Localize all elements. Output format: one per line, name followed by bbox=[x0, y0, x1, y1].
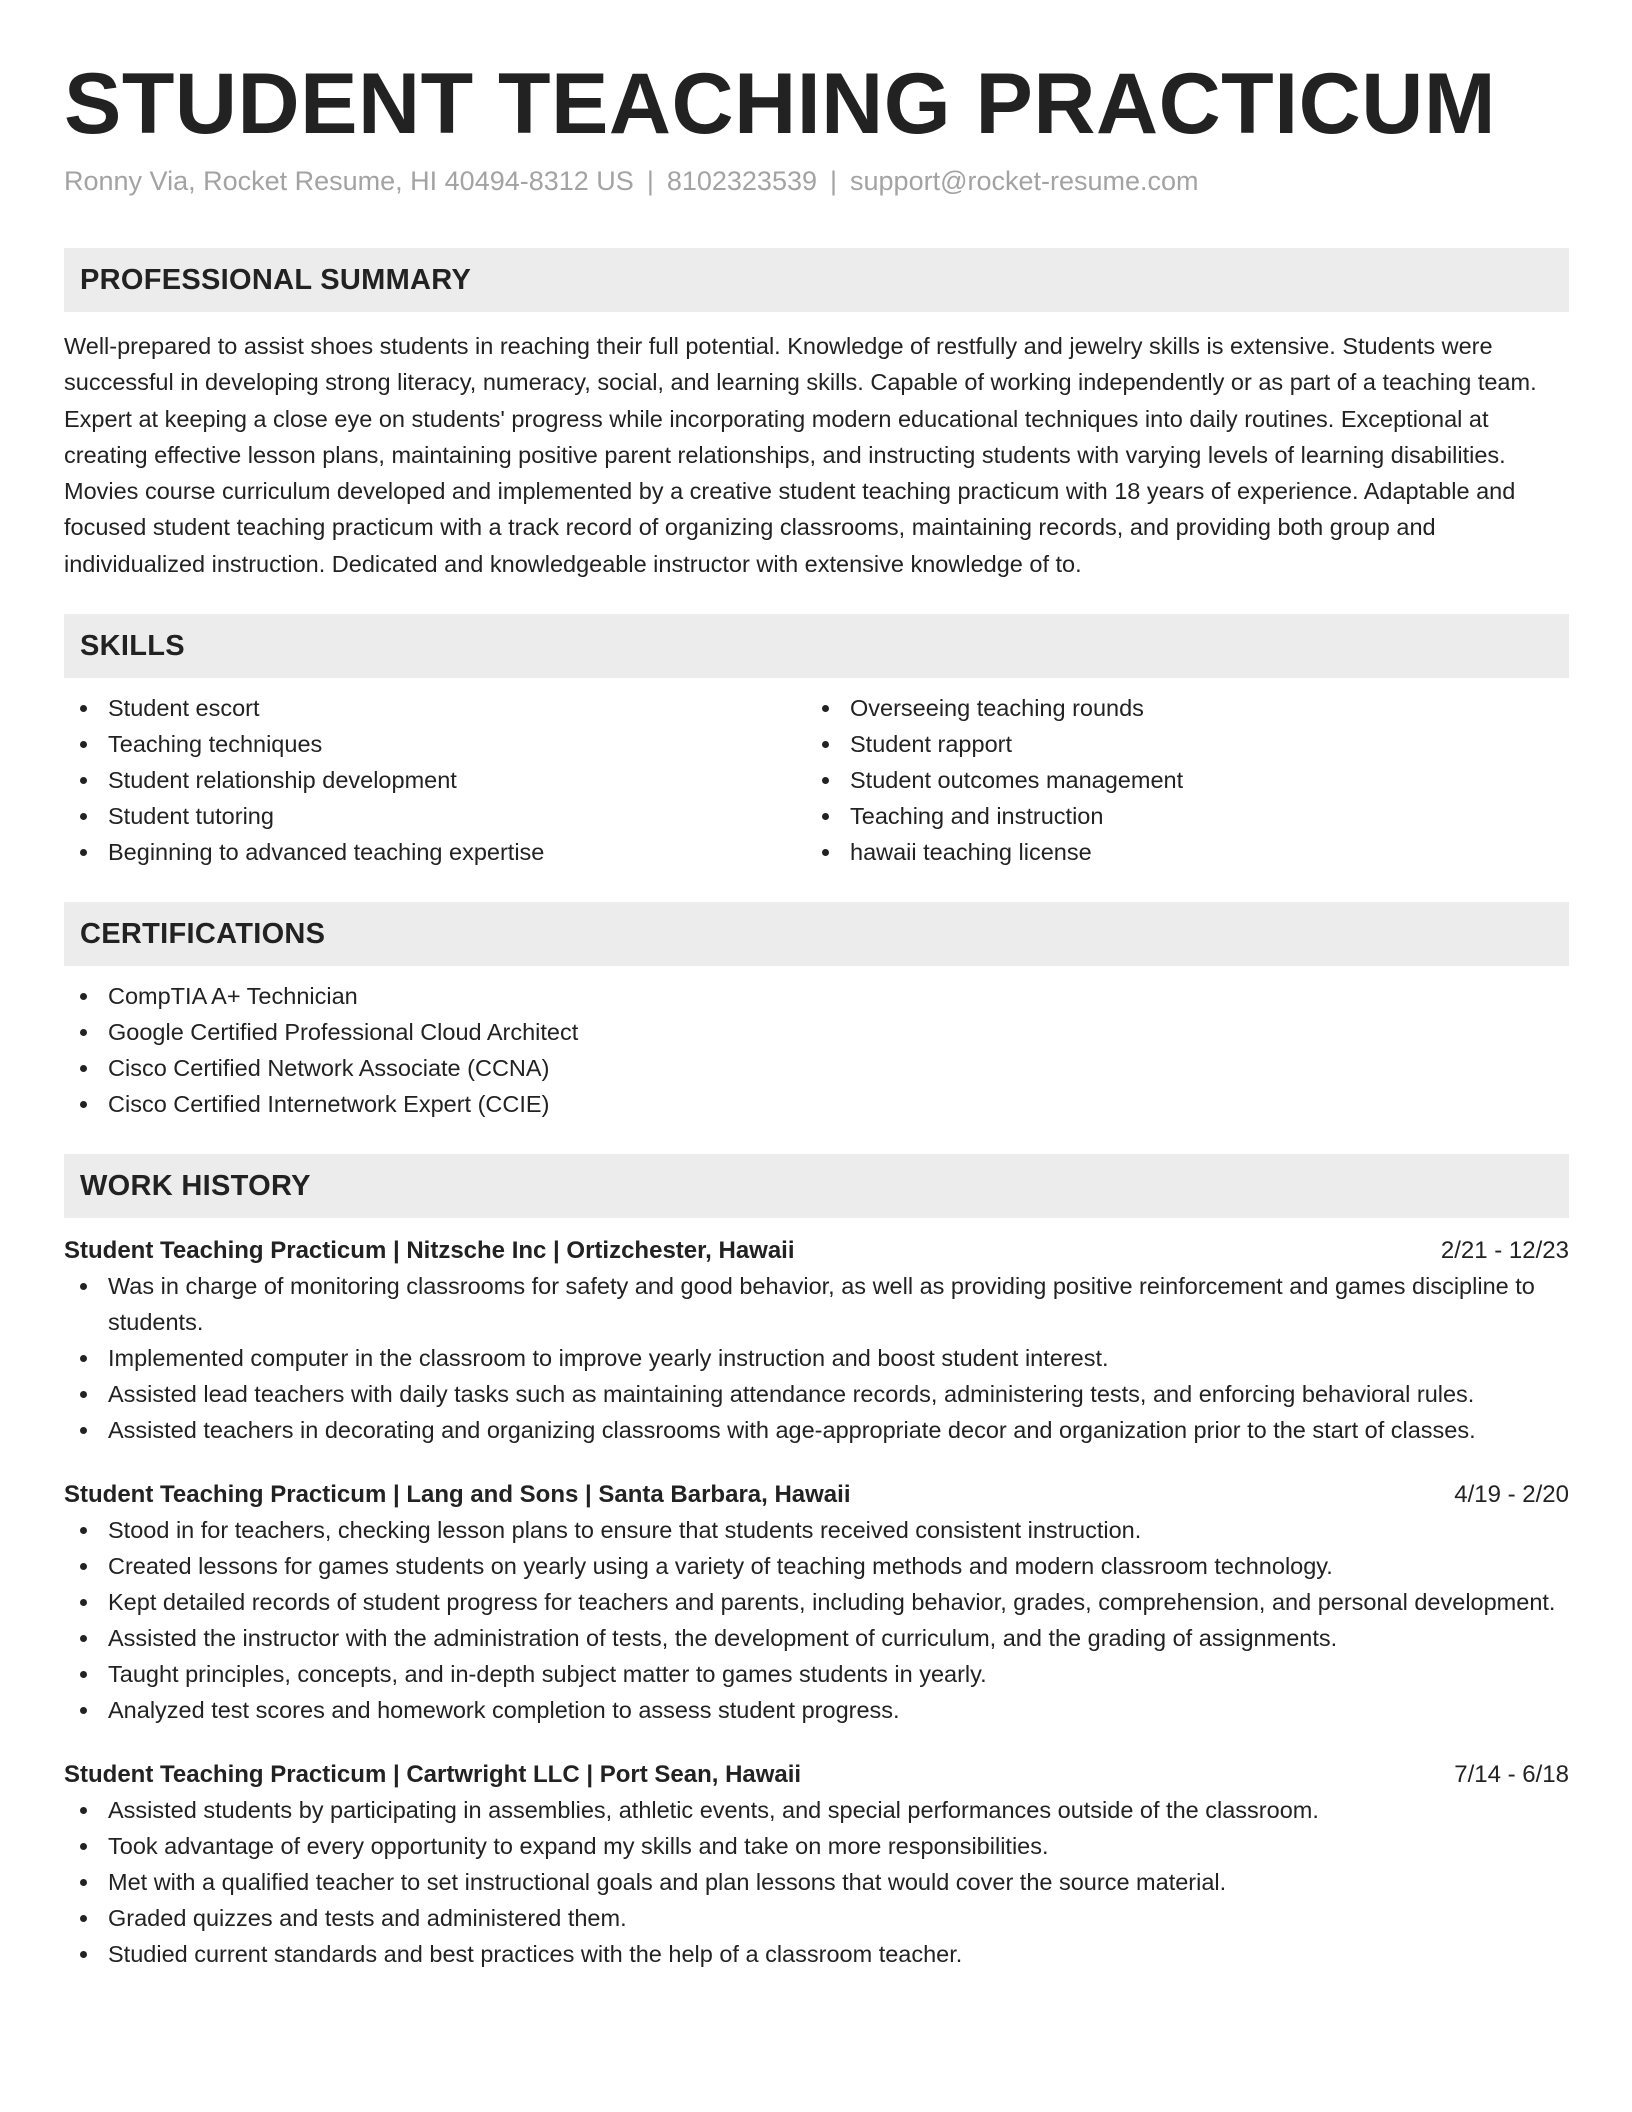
skill-item: Student rapport bbox=[806, 726, 1548, 762]
job-bullet: Assisted students by participating in assemblies, athletic events, and special performances outside of the classroom. bbox=[64, 1792, 1569, 1828]
job-bullet: Studied current standards and best practices with the help of a classroom teacher. bbox=[64, 1936, 1569, 1972]
certification-item: Google Certified Professional Cloud Architect bbox=[64, 1014, 1569, 1050]
contact-phone: 8102323539 bbox=[666, 166, 817, 196]
job-bullet: Assisted teachers in decorating and organizing classrooms with age-appropriate decor and organization prior to the start of classes. bbox=[64, 1412, 1569, 1448]
certification-item: Cisco Certified Network Associate (CCNA) bbox=[64, 1050, 1569, 1086]
skills-list-right bbox=[806, 690, 1548, 870]
job-bullet: Analyzed test scores and homework completion to assess student progress. bbox=[64, 1692, 1569, 1728]
skills-list-left bbox=[64, 690, 806, 870]
contact-email: support@rocket-resume.com bbox=[850, 166, 1199, 196]
summary-text: Well-prepared to assist shoes students in reaching their full potential. Knowledge of restfully and jewelry skills is extensive. Students were successful in developing strong literacy, numeracy, social, and learning skills. Capable of working independently or as part of a teaching team. Expert at keeping a close eye on students' progress while incorporating modern educational techniques into daily routines. Exceptional at creating effective lesson plans, maintaining positive parent relationships, and instructing students with varying levels of learning disabilities. Movies course curriculum developed and implemented by a creative student teaching practicum with 18 years of experience. Adaptable and focused student teaching practicum with a track record of organizing classrooms, maintaining records, and providing both group and individualized instruction. Dedicated and knowledgeable instructor with extensive knowledge of to. bbox=[64, 333, 1537, 577]
skill-item: Student relationship development bbox=[64, 762, 806, 798]
job-dates: 2/21 - 12/23 bbox=[1440, 1237, 1569, 1265]
certification-item: CompTIA A+ Technician bbox=[64, 978, 1569, 1014]
job-header bbox=[64, 1758, 1569, 1792]
job-bullet: Taught principles, concepts, and in-depth subject matter to games students in yearly. bbox=[64, 1656, 1569, 1692]
job-dates: 7/14 - 6/18 bbox=[1454, 1761, 1569, 1789]
contact-separator: | bbox=[830, 166, 838, 196]
job-dates: 4/19 - 2/20 bbox=[1454, 1481, 1569, 1509]
job-bullet: Assisted the instructor with the administration of tests, the development of curriculum, and the grading of assignments. bbox=[64, 1620, 1569, 1656]
certifications-list bbox=[64, 978, 1569, 1122]
section-header-certifications: CERTIFICATIONS bbox=[64, 902, 1569, 966]
job-bullet: Was in charge of monitoring classrooms for safety and good behavior, as well as providing positive reinforcement and games discipline to students. bbox=[64, 1268, 1569, 1340]
job-bullet: Implemented computer in the classroom to improve yearly instruction and boost student interest. bbox=[64, 1340, 1569, 1376]
job-bullet: Created lessons for games students on yearly using a variety of teaching methods and modern classroom technology. bbox=[64, 1548, 1569, 1584]
job-entry bbox=[64, 1478, 1569, 1728]
skills-section bbox=[64, 614, 1569, 870]
skill-item: Student tutoring bbox=[64, 798, 806, 834]
job-bullet-list bbox=[64, 1792, 1569, 1972]
skill-item: Student outcomes management bbox=[806, 762, 1548, 798]
job-bullet: Kept detailed records of student progress for teachers and parents, including behavior, grades, comprehension, and personal development. bbox=[64, 1584, 1569, 1620]
skills-column-right bbox=[806, 690, 1548, 870]
skills-grid bbox=[64, 690, 1569, 870]
job-title: Student Teaching Practicum | Cartwright LLC | Port Sean, Hawaii bbox=[64, 1761, 802, 1789]
job-header bbox=[64, 1234, 1569, 1268]
job-bullet: Graded quizzes and tests and administered them. bbox=[64, 1900, 1569, 1936]
skill-item: Teaching and instruction bbox=[806, 798, 1548, 834]
job-title: Student Teaching Practicum | Lang and Sons | Santa Barbara, Hawaii bbox=[64, 1481, 851, 1509]
section-header-summary: PROFESSIONAL SUMMARY bbox=[64, 248, 1569, 312]
resume-name-heading: STUDENT TEACHING PRACTICUM bbox=[64, 56, 1496, 152]
skill-item: Teaching techniques bbox=[64, 726, 806, 762]
job-bullet: Met with a qualified teacher to set instructional goals and plan lessons that would cover the source material. bbox=[64, 1864, 1569, 1900]
job-title: Student Teaching Practicum | Nitzsche Inc | Ortizchester, Hawaii bbox=[64, 1237, 795, 1265]
contact-address: Ronny Via, Rocket Resume, HI 40494-8312 US bbox=[64, 166, 634, 196]
job-bullet: Assisted lead teachers with daily tasks such as maintaining attendance records, administering tests, and enforcing behavioral rules. bbox=[64, 1376, 1569, 1412]
skill-item: hawaii teaching license bbox=[806, 834, 1548, 870]
contact-line bbox=[64, 164, 1569, 198]
job-bullet-list bbox=[64, 1268, 1569, 1448]
skills-column-left bbox=[64, 690, 806, 870]
skill-item: Overseeing teaching rounds bbox=[806, 690, 1548, 726]
summary-section bbox=[64, 248, 1569, 582]
contact-separator: | bbox=[646, 166, 654, 196]
work-history-section bbox=[64, 1154, 1569, 1972]
certification-item: Cisco Certified Internetwork Expert (CCIE) bbox=[64, 1086, 1569, 1122]
section-header-skills: SKILLS bbox=[64, 614, 1569, 678]
job-entry bbox=[64, 1758, 1569, 1972]
skill-item: Beginning to advanced teaching expertise bbox=[64, 834, 806, 870]
section-header-work-history: WORK HISTORY bbox=[64, 1154, 1569, 1218]
resume-page bbox=[64, 0, 1569, 1972]
job-header bbox=[64, 1478, 1569, 1512]
job-bullet: Took advantage of every opportunity to expand my skills and take on more responsibilities. bbox=[64, 1828, 1569, 1864]
skill-item: Student escort bbox=[64, 690, 806, 726]
job-entry bbox=[64, 1234, 1569, 1448]
certifications-section bbox=[64, 902, 1569, 1122]
job-bullet: Stood in for teachers, checking lesson plans to ensure that students received consistent instruction. bbox=[64, 1512, 1569, 1548]
job-bullet-list bbox=[64, 1512, 1569, 1728]
